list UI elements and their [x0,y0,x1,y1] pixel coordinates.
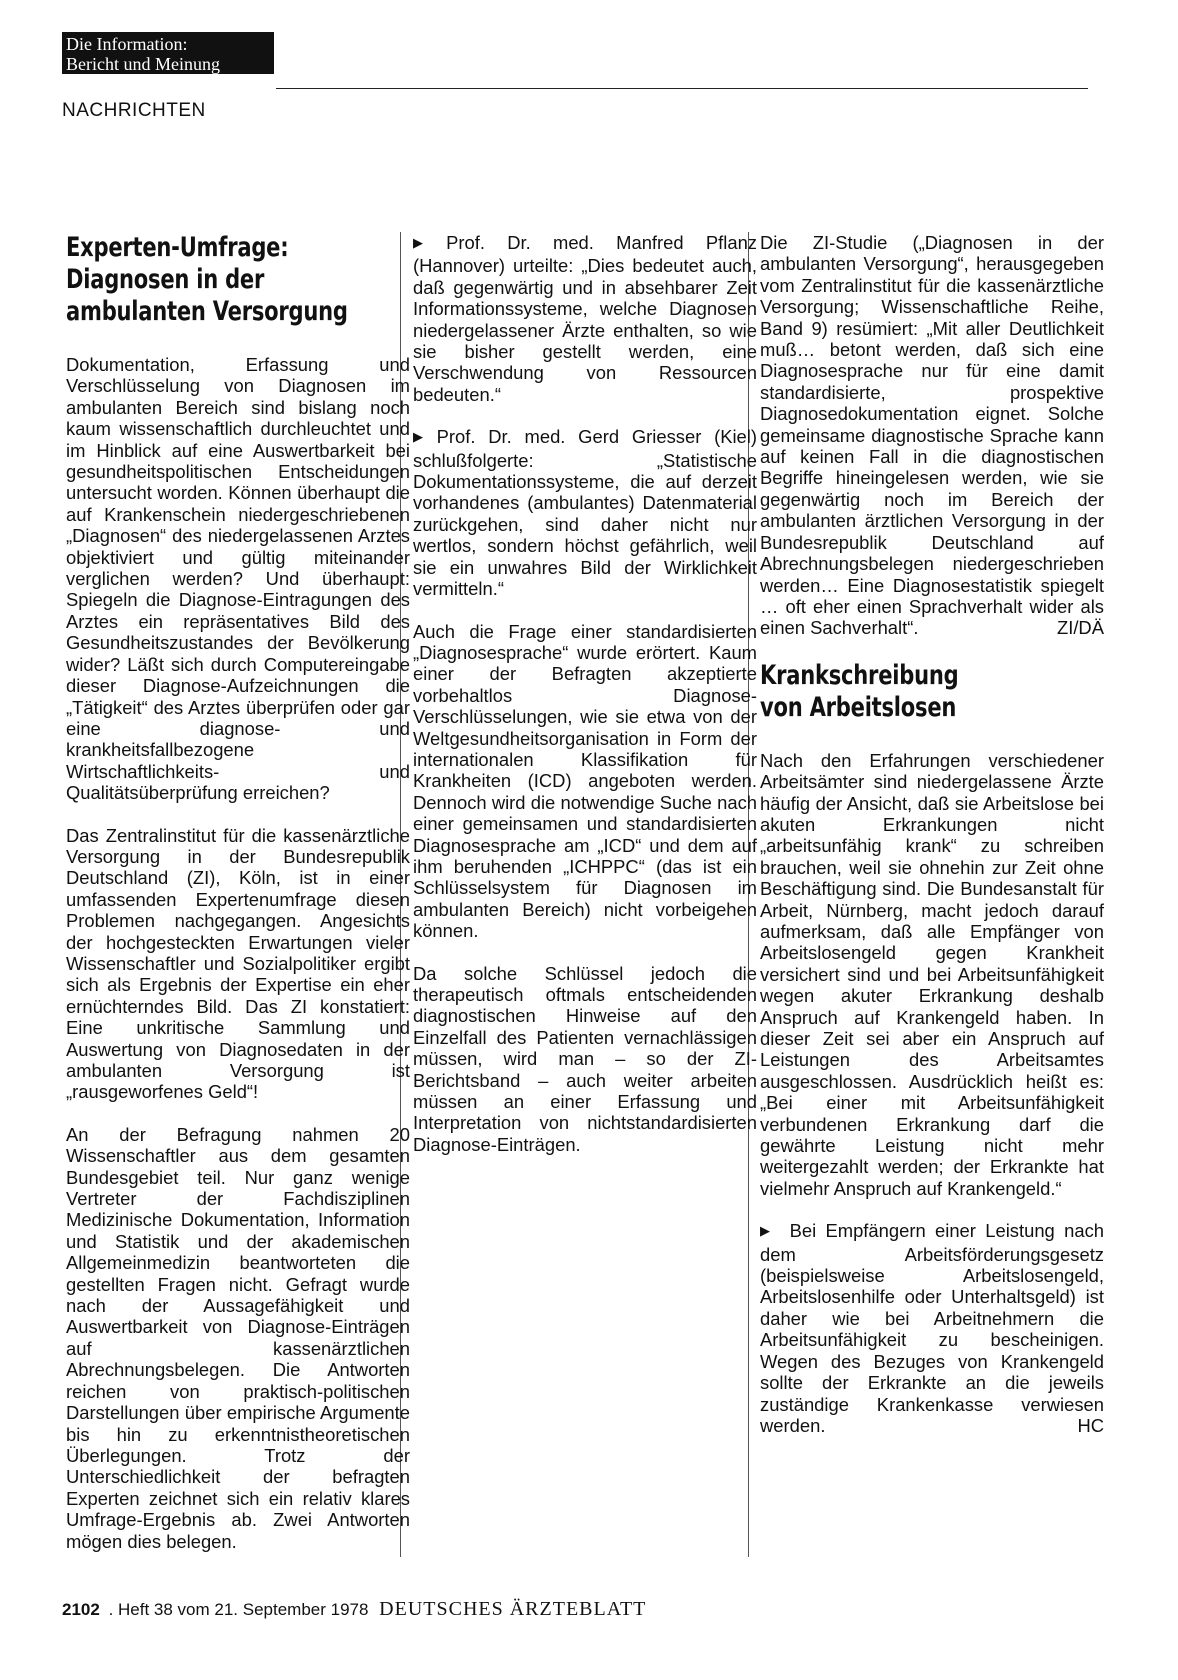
article1-paragraph-1: Dokumentation, Erfassung und Verschlüsselung von Diagnosen im ambulanten Bereich sind bislang noch kaum wissenschaftlich durchleuchtet und im Hinblick auf eine Auswertbarkeit bei gesundheitspolitischen Entscheidungen untersucht worden. Können überhaupt die auf Krankenschein niedergeschriebenen „Diagnosen“ des niedergelassenen Arztes objektiviert und gültig miteinander verglichen werden? Und überhaupt: Spiegeln die Diagnose-Eintragungen des Arztes ein repräsentatives Bild des Gesundheitszustandes der Bevölkerung wider? Läßt sich durch Computereingabe dieser Diagnose-Aufzeichnungen die „Tätigkeit“ des Arztes überprüfen oder gar eine diagnose- und krankheitsfallbezogene Wirtschaftlichkeits- und Qualitätsüberprüfung erreichen? [66,354,410,804]
article2-paragraph-2-text: Bei Empfängern einer Leistung nach dem Arbeitsförderungsgesetz (beispielsweise Arbeitslosengeld, Arbeitslosenhilfe oder Unterhaltsgeld) ist daher wie bei Arbeitnehmern die Arbeitsunfähigkeit zu bescheinigen. Wegen des Bezuges von Krankengeld sollte der Erkrankte an die jeweils zuständige Krankenkasse verwiesen werden. [760,1220,1104,1436]
article1-paragraph-7: Da solche Schlüssel jedoch die therapeutisch oftmals entscheidenden diagnostischen Hinweise auf den Einzelfall des Patienten vernachlässigen müssen, wird man – so der ZI-Berichtsband – auch weiter arbeiten müssen an einer Erfassung und Interpretation von nichtstandardisierten Diagnose-Einträgen. [413,962,757,1155]
page-footer [62,1598,646,1621]
page-number: 2102 [62,1600,100,1619]
article1-paragraph-4: ▶ Prof. Dr. med. Manfred Pflanz (Hannover) urteilte: „Dies bedeutet auch, daß gegenwärtig und in absehbarer Zeit Informationssysteme, welche Diagnosen niedergelassener Ärzte enthalten, so wie sie bisher gestellt werden, eine Verschwendung von Ressourcen bedeuten.“ [413,232,757,405]
article2-title-line1: Krankschreibung [760,659,959,691]
article1-paragraph-6: Auch die Frage einer standardisierten „Diagnosesprache“ wurde erörtert. Kaum einer der Befragten akzeptierte vorbehaltlos Diagnose-Verschlüsselungen, wie sie etwa von der Weltgesundheitsorganisation in Form der internationalen Klassifikation für Krankheiten (ICD) angeboten werden. Dennoch wird die notwendige Suche nach einer gemeinsamen und standardisierten Diagnosesprache am „ICD“ und dem auf ihm beruhenden „ICHPPC“ (das ist ein Schlüsselsystem für Diagnosen im ambulanten Bereich) nicht vorbeigehen können. [413,620,757,942]
header-box-line2: Bericht und Meinung [66,54,220,74]
article1-paragraph-8-text: Die ZI-Studie („Diagnosen in der ambulanten Versorgung“, herausgegeben vom Zentralinstitut für die kassenärztliche Versorgung; Wissenschaftliche Reihe, Band 9) resümiert: „Mit aller Deutlichkeit muß… betont werden, daß sich eine Diagnosesprache nur für eine damit standardisierte, prospektive Diagnosedokumentation eignet. Solche gemeinsame diagnostische Sprache kann auf keinen Fall in die diagnostischen Begriffe hineingelesen werden, wie sie gegenwärtig noch im Bereich der ambulanten ärztlichen Versorgung in der Bundesrepublik Deutschland auf Abrechnungsbelegen niedergeschrieben werden… Eine Diagnosestatistik spiegelt … oft eher einen Sprachverhalt wider als einen Sachverhalt“. [760,232,1104,639]
section-label: NACHRICHTEN [62,100,206,121]
article2-title [760,660,1103,724]
article1-title [66,232,409,328]
article1-title-line1: Experten-Umfrage: [66,232,289,263]
column-2 [413,232,757,1176]
column-3 [760,232,1104,1457]
article1-paragraph-5: ▶ Prof. Dr. med. Gerd Griesser (Kiel) schlußfolgerte: „Statistische Dokumentationssysteme, die auf derzeit vorhandenes (ambulantes) Datenmaterial zurückgehen, sind daher nicht nur wertlos, sondern höchst gefährlich, weil sie ein unwahres Bild der Wirklichkeit vermitteln.“ [413,426,757,599]
section-header-box [62,32,274,74]
article2-signature: HC [1077,1414,1104,1436]
article2-paragraph-2 [760,1220,1104,1436]
article2-paragraph-1: Nach den Erfahrungen verschiedener Arbeitsämter sind niedergelassene Ärzte häufig der Ansicht, daß sie Arbeitslose bei akuten Erkrankungen nicht „arbeitsunfähig krank“ zu schreiben brauchen, weil sie ohnehin zur Zeit ohne Beschäftigung sind. Die Bundesanstalt für Arbeit, Nürnberg, macht jedoch darauf aufmerksam, daß alle Empfänger von Arbeitslosengeld gegen Krankheit versichert sind und bei Arbeitsunfähigkeit wegen akuter Erkrankung deshalb Anspruch auf Krankengeld haben. In dieser Zeit sei aber ein Anspruch auf Leistungen des Arbeitsamtes ausgeschlossen. Ausdrücklich heißt es: „Bei einer mit Arbeitsunfähigkeit verbundenen Erkrankung darf die gewährte Leistung nicht mehr weitergezahlt werden; der Erkrankte hat vielmehr Anspruch auf Krankengeld.“ [760,749,1104,1199]
article1-paragraph-3: An der Befragung nahmen 20 Wissenschaftler aus dem gesamten Bundesgebiet teil. Nur ganz wenige Vertreter der Fachdisziplinen Medizinische Dokumentation, Information und Statistik und der akademischen Allgemeinmedizin beantworteten die gestellten Fragen nicht. Gefragt wurde nach der Aussagefähigkeit und Auswertbarkeit von Diagnose-Einträgen auf kassenärztlichen Abrechnungsbelegen. Die Antworten reichen von praktisch-politischen Darstellungen über empirische Argumente bis hin zu erkenntnistheoretischen Überlegungen. Trotz der Unterschiedlichkeit der befragten Experten zeichnet sich ein relativ klares Umfrage-Ergebnis ab. Zwei Antworten mögen dies belegen. [66,1123,410,1552]
article1-paragraph-8 [760,232,1104,639]
article1-signature: ZI/DÄ [1056,617,1104,639]
article2-title-line2: von Arbeitslosen [760,691,957,723]
header-divider [276,88,1088,89]
article1-title-line3: ambulanten Versorgung [66,296,348,327]
journal-name: DEUTSCHES ÄRZTEBLATT [379,1598,647,1620]
column-1 [66,232,410,1552]
header-box-line1: Die Information: [66,34,188,54]
article1-title-line2: Diagnosen in der [66,264,265,295]
article1-paragraph-2: Das Zentralinstitut für die kassenärztliche Versorgung in der Bundesrepublik Deutschland (ZI), Köln, ist in einer umfassenden Expertenumfrage diesen Problemen nachgegangen. Angesichts der hochgesteckten Erwartungen vieler Wissenschaftler und Sozialpolitiker ergibt sich als Ergebnis der Expertise ein eher ernüchterndes Bild. Das ZI konstatiert: Eine unkritische Sammlung und Auswertung von Diagnosedaten in der ambulanten Versorgung ist „rausgeworfenes Geld“! [66,824,410,1103]
issue-info: . Heft 38 vom 21. September 1978 [108,1600,369,1619]
